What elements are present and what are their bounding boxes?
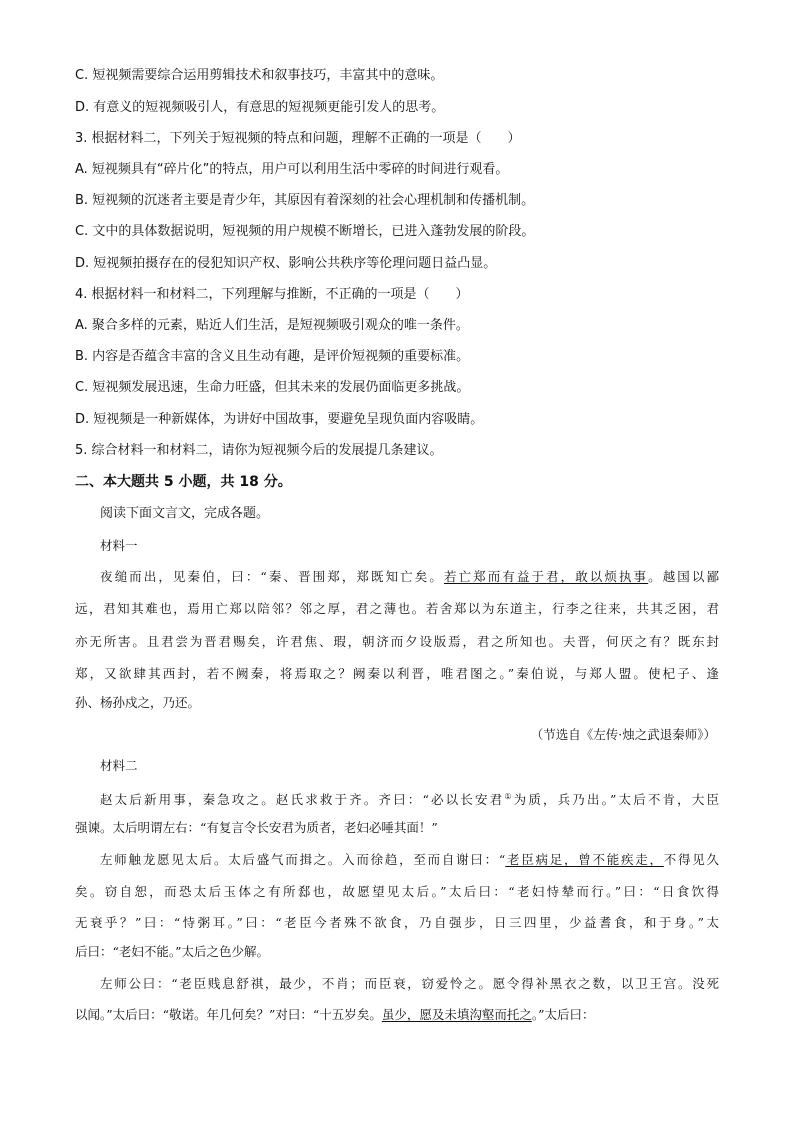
m1-underlined-sentence: 若亡郑而有益于君，敢以烦执事 <box>443 569 649 584</box>
material1-line-5: 孙、杨孙戍之，乃还。 <box>75 695 201 710</box>
q3-option-a: A. 短视频具有“碎片化”的特点，用户可以利用生活中零碎的时间进行观看。 <box>75 162 509 177</box>
material2-p2-line-3: 无衰乎？”曰：“恃粥耳。”曰：“老臣今者殊不欲食，乃自强步，日三四里，少益耆食，和于身。”太 <box>75 915 719 930</box>
m2-text: 赵太后新用事，秦急攻之。赵氏求救于齐。齐曰：“必以长安君 <box>100 792 505 808</box>
section-instruction: 阅读下面文言文，完成各题。 <box>100 506 270 521</box>
m1-text: 。越国以鄙 <box>648 569 719 584</box>
footnote-marker: ① <box>504 792 514 801</box>
m2-text: 左师触龙愿见太后。太后盛气而揖之。入而徐趋，至而自谢曰：“ <box>100 852 506 867</box>
section-heading: 二、本大题共 5 小题，共 18 分。 <box>75 474 292 490</box>
q2-option-c: C. 短视频需要综合运用剪辑技术和叙事技巧，丰富其中的意味。 <box>75 68 444 83</box>
q5-stem: 5. 综合材料一和材料二，请你为短视频今后的发展提几条建议。 <box>75 443 443 458</box>
material2-p1-line-1 <box>100 789 719 808</box>
q3-option-d: D. 短视频拍摄存在的侵犯知识产权、影响公共秩序等伦理问题日益凸显。 <box>75 256 497 271</box>
q4-option-a: A. 聚合多样的元素，贴近人们生活，是短视频吸引观众的唯一条件。 <box>75 318 469 333</box>
q2-option-d: D. 有意义的短视频吸引人，有意思的短视频更能引发人的思考。 <box>75 100 445 115</box>
m2-text: 。”太后曰： <box>531 1007 595 1022</box>
material2-label: 材料二 <box>100 758 138 773</box>
m1-text: 夜缒而出，见秦伯，曰：“秦、晋围郑，郑既知亡矣。 <box>100 569 444 584</box>
material1-line-1 <box>100 569 719 585</box>
material2-p2-line-2: 矣。窃自恕，而恐太后玉体之有所郄也，故愿望见太后。”太后曰：“老妇恃辇而行。”曰：“日食饮得 <box>75 884 719 899</box>
m2-underlined-sentence: 虽少，愿及未填沟壑而托之 <box>381 1007 532 1022</box>
q4-stem: 4. 根据材料一和材料二，下列理解与推断，不正确的一项是（ ） <box>75 287 469 302</box>
m2-underlined-sentence: 老臣病足，曾不能疾走， <box>505 852 664 867</box>
q4-option-b: B. 内容是否蕴含丰富的含义且生动有趣，是评价短视频的重要标准。 <box>75 349 470 364</box>
m2-text: 为质，兵乃出。”太后不肯，大臣 <box>513 792 720 808</box>
q4-option-c: C. 短视频发展迅速，生命力旺盛，但其未来的发展仍面临更多挑战。 <box>75 380 470 395</box>
material2-p2-line-1 <box>100 852 719 868</box>
material1-line-4: 郑，又欲肆其西封，若不阙秦，将焉取之？阙秦以利晋，唯君图之。”秦伯说，与郑人盟。使杞子、逢 <box>75 666 719 681</box>
material1-source: （节选自《左传·烛之武退秦师》） <box>530 727 716 742</box>
material1-label: 材料一 <box>100 538 138 553</box>
material2-p3-line-2 <box>75 1007 594 1023</box>
q4-option-d: D. 短视频是一种新媒体，为讲好中国故事，要避免呈现负面内容吸睛。 <box>75 412 484 427</box>
q3-option-b: B. 短视频的沉迷者主要是青少年，其原因有着深刻的社会心理机制和传播机制。 <box>75 193 535 208</box>
material1-line-3: 亦无所害。且君尝为晋君赐矣，许君焦、瑕，朝济而夕设版焉，君之所知也。夫晋，何厌之有？既东封 <box>75 634 719 649</box>
material2-p2-line-4: 后曰：“老妇不能。”太后之色少解。 <box>75 944 270 959</box>
material2-p1-line-2: 强谏。太后明谓左右：“有复言令长安君为质者，老妇必唾其面！” <box>75 820 438 835</box>
m2-text: 不得见久 <box>663 852 719 867</box>
m2-text: 以闻。”太后曰：“敬诺。年几何矣？”对曰：“十五岁矣。 <box>75 1007 382 1022</box>
q3-option-c: C. 文中的具体数据说明，短视频的用户规模不断增长，已进入蓬勃发展的阶段。 <box>75 224 535 239</box>
material1-line-2: 远，君知其难也，焉用亡郑以陪邻？邻之厚，君之薄也。若舍郑以为东道主，行李之往来，共其乏困，君 <box>75 601 719 616</box>
material2-p3-line-1: 左师公曰：“老臣贱息舒祺，最少，不肖；而臣衰，窃爱怜之。愿令得补黑衣之数，以卫王宫。没死 <box>100 976 719 991</box>
q3-stem: 3. 根据材料二，下列关于短视频的特点和问题，理解不正确的一项是（ ） <box>75 131 521 146</box>
